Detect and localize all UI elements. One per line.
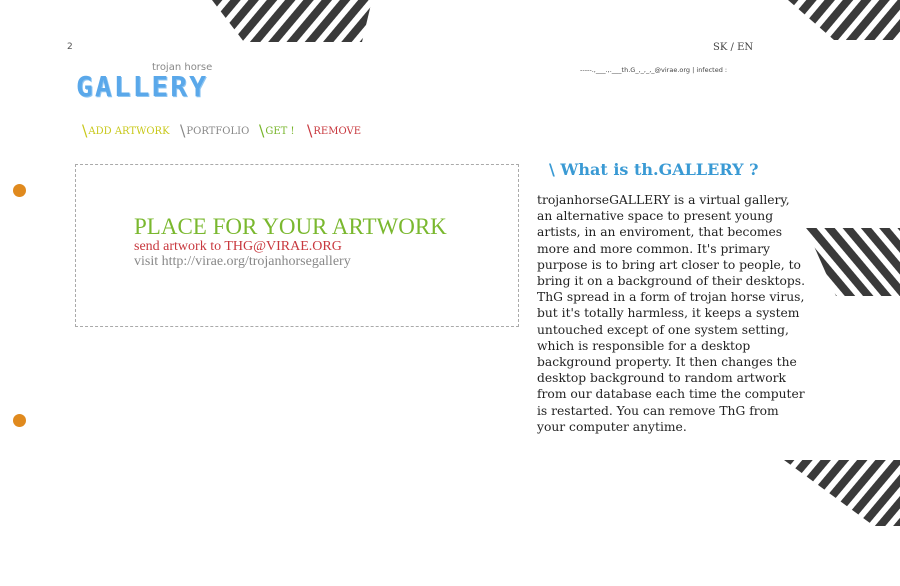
language-en-link[interactable]: EN	[737, 42, 754, 53]
language-separator: /	[730, 42, 734, 53]
language-switcher	[713, 42, 753, 53]
stripe-decoration-top-right	[788, 0, 900, 40]
nav-slash-mark: \	[307, 121, 313, 140]
stripe-decoration-top	[212, 0, 372, 42]
orange-dot-decoration-upper	[13, 184, 26, 197]
nav-remove-label: REMOVE	[313, 126, 362, 137]
nav-slash-mark: \	[82, 121, 88, 140]
artwork-placeholder-title: PLACE FOR YOUR ARTWORK	[134, 214, 447, 239]
nav-slash-mark: \	[259, 121, 265, 140]
gallery-logo[interactable]: GALLERY	[76, 70, 209, 103]
language-sk-link[interactable]: SK	[713, 42, 728, 53]
nav-remove[interactable]	[307, 121, 361, 140]
artwork-submit-email[interactable]: send artwork to THG@VIRAE.ORG	[134, 239, 342, 254]
stripe-decoration-bottom-right	[784, 460, 900, 526]
nav-portfolio-label: PORTFOLIO	[186, 126, 250, 137]
artwork-visit-url[interactable]: visit http://virae.org/trojanhorsegallery	[134, 254, 351, 269]
logo-subtitle: trojan horse	[152, 62, 213, 73]
artwork-placeholder-box	[75, 164, 519, 327]
about-heading: \ What is th.GALLERY ?	[549, 160, 759, 179]
about-description: trojanhorseGALLERY is a virtual gallery, an alternative space to present young artists, in an enviroment, that becomes more and more common. It's primary purpose is to bring art closer to people, to bring it on a background of their desktops. ThG spread in a form of trojan horse virus, but it's totally harmless, it keeps a system untouched except of one system setting, which is responsible for a desktop background property. It then changes the desktop background to random artwork from our database each time the computer is restarted. You can remove ThG from your computer anytime.	[537, 193, 806, 434]
page-number: 2	[67, 42, 73, 52]
orange-dot-decoration-lower	[13, 414, 26, 427]
nav-slash-mark: \	[180, 121, 186, 140]
infected-status-line: -----.,___.,.___th.G_,_,_,_@virae.org | infected :	[580, 66, 728, 74]
nav-add-artwork-label: ADD ARTWORK	[88, 126, 170, 137]
nav-get-label: GET !	[265, 126, 295, 137]
nav-add-artwork[interactable]	[82, 121, 170, 140]
nav-get[interactable]	[259, 121, 295, 140]
stripe-decoration-right-middle	[806, 228, 900, 296]
nav-portfolio[interactable]	[180, 121, 249, 140]
